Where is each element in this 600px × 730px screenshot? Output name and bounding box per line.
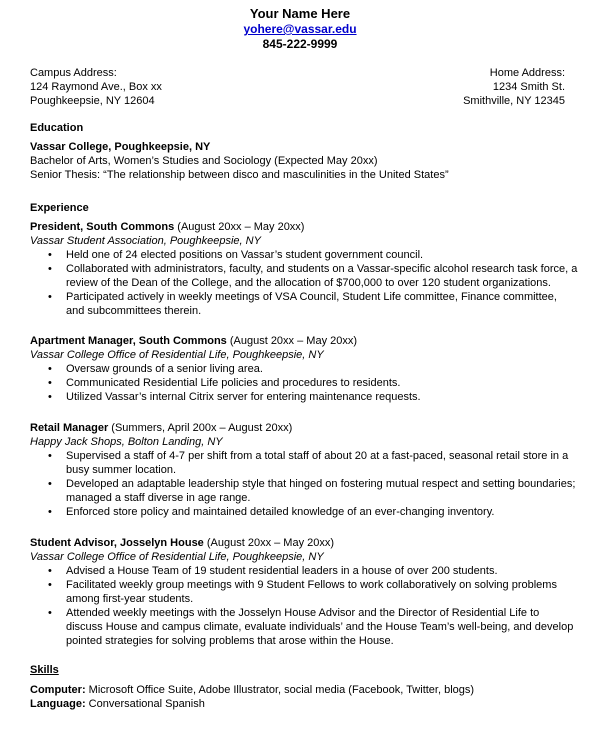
home-address-label: Home Address: (489, 67, 565, 79)
job-dates: (August 20xx – May 20xx) (226, 335, 358, 347)
job-organization: Happy Jack Shops, Bolton Landing, NY (30, 436, 223, 448)
bullet-item: • Held one of 24 elected positions on Vassar’s student government council. (48, 248, 578, 262)
resume-header (0, 6, 600, 52)
language-value: Conversational Spanish (85, 698, 205, 710)
job-title: Retail Manager (30, 422, 109, 434)
skills-language (30, 697, 205, 711)
education-school: Vassar College, Poughkeepsie, NY (30, 141, 211, 153)
bullet-item: • Attended weekly meetings with the Josselyn House Advisor and the Director of Residential Life to discuss House and campus climate, evaluate individuals’ and the House Team’s well-being, and develop pointed strategies for solving problems that arose within the House. (48, 606, 578, 648)
job-title: Apartment Manager, South Commons (30, 335, 227, 347)
home-address (463, 66, 565, 108)
experience-heading: Experience (30, 202, 89, 214)
candidate-name: Your Name Here (249, 6, 351, 21)
bullet-item: • Facilitated weekly group meetings with 9 Student Fellows to work collaboratively on solving problems among first-year students. (48, 578, 578, 606)
bullet-item: • Participated actively in weekly meetings of VSA Council, Student Life committee, Finance committee, and subcommittees therein. (48, 290, 578, 318)
computer-label: Computer: (30, 684, 86, 696)
job-title: Student Advisor, Josselyn House (30, 537, 204, 549)
job-bullets (48, 449, 578, 519)
education-thesis: Senior Thesis: “The relationship between disco and masculinities in the United States” (30, 169, 449, 181)
bullet-item: • Oversaw grounds of a senior living area. (48, 362, 578, 376)
job-bullets (48, 248, 578, 318)
bullet-item: • Utilized Vassar’s internal Citrix server for entering maintenance requests. (48, 390, 578, 404)
skills-heading: Skills (30, 664, 59, 676)
job-dates: (August 20xx – May 20xx) (203, 537, 335, 549)
job-title-line (30, 334, 357, 348)
bullet-item: • Advised a House Team of 19 student residential leaders in a house of over 200 students. (48, 564, 578, 578)
job-organization: Vassar Student Association, Poughkeepsie, NY (30, 235, 261, 247)
bullet-item: • Communicated Residential Life policies and procedures to residents. (48, 376, 578, 390)
campus-address-line2: Poughkeepsie, NY 12604 (30, 95, 155, 107)
skills-computer (30, 683, 474, 697)
email-link[interactable]: yohere@vassar.edu (243, 22, 357, 36)
job-organization: Vassar College Office of Residential Life, Poughkeepsie, NY (30, 349, 324, 361)
computer-value: Microsoft Office Suite, Adobe Illustrator, social media (Facebook, Twitter, blogs) (85, 684, 475, 696)
campus-address-label: Campus Address: (30, 67, 117, 79)
home-address-line1: 1234 Smith St. (492, 81, 565, 93)
campus-address (30, 66, 162, 108)
job-organization: Vassar College Office of Residential Life, Poughkeepsie, NY (30, 551, 324, 563)
job-bullets (48, 564, 578, 648)
job-title: President, South Commons (30, 221, 175, 233)
campus-address-line1: 124 Raymond Ave., Box xx (30, 81, 162, 93)
bullet-item: • Supervised a staff of 4-7 per shift from a total staff of about 20 at a fast-paced, seasonal retail store in a busy summer location. (48, 449, 578, 477)
bullet-item: • Collaborated with administrators, faculty, and students on a Vassar-specific alcohol research task force, a review of the Dean of the College, and the allocation of $700,000 to over 120 student organizations. (48, 262, 578, 290)
bullet-item: • Enforced store policy and maintained detailed knowledge of an ever-changing inventory. (48, 505, 578, 519)
bullet-item: • Developed an adaptable leadership style that hinged on fostering mutual respect and setting boundaries; managed a staff diverse in age range. (48, 477, 578, 505)
job-bullets (48, 362, 578, 404)
home-address-line2: Smithville, NY 12345 (463, 95, 565, 107)
phone-number: 845-222-9999 (262, 37, 338, 51)
language-label: Language: (30, 698, 86, 710)
education-heading: Education (30, 122, 84, 134)
education-degree: Bachelor of Arts, Women’s Studies and Sociology (Expected May 20xx) (30, 155, 378, 167)
job-dates: (Summers, April 200x – August 20xx) (108, 422, 293, 434)
job-title-line (30, 421, 292, 435)
job-title-line (30, 536, 334, 550)
job-dates: (August 20xx – May 20xx) (174, 221, 305, 233)
job-title-line (30, 220, 304, 234)
